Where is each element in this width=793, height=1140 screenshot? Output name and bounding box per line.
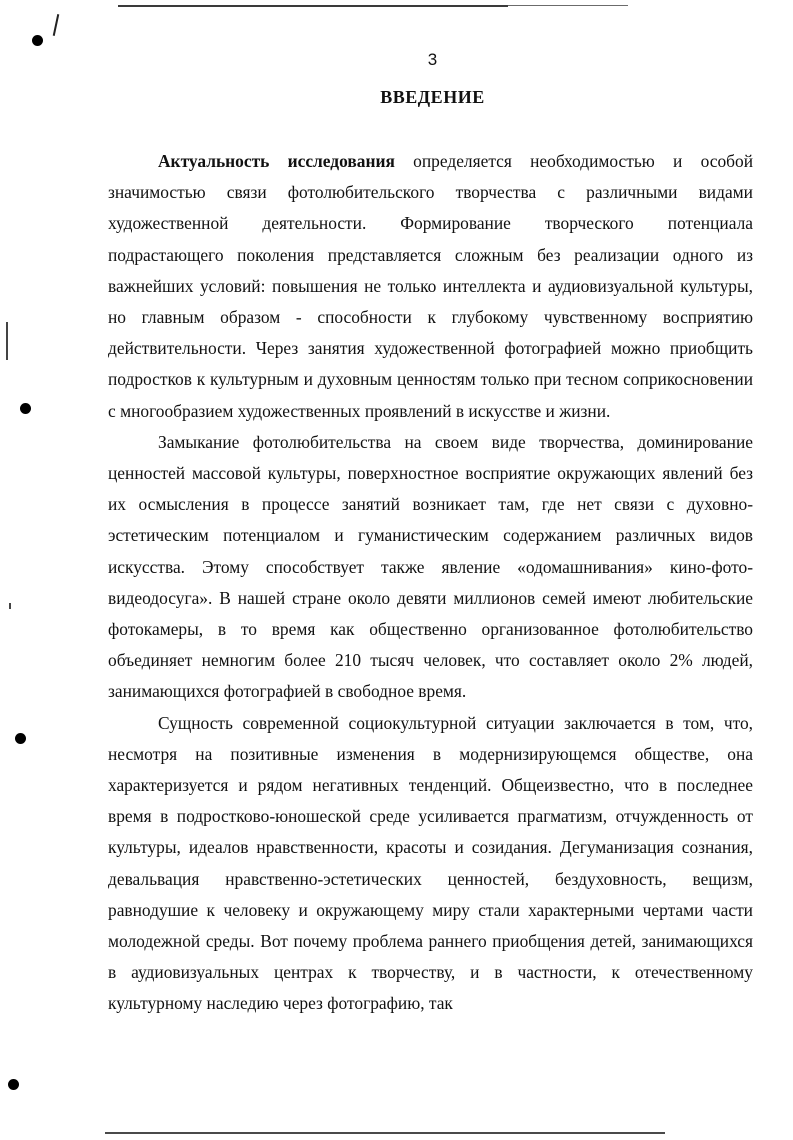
binding-hole-mark — [15, 733, 26, 744]
paragraph-text: Замыкание фотолюбительства на своем виде творчества, доминирование ценностей массовой культуры, поверхностное восприятие окружающих явлений без их осмысления в процессе занятий возникает там, где нет связи с духовно-эстетическим потенциалом и гуманистическим содержанием различных видов искусства. Этому способствует также явление «одомашнивания» кино-фото-видеодосуга». В нашей стране около девяти миллионов семей имеют любительские фотокамеры, в то время как общественно организованное фотолюбительство объединяет немногим более 210 тысяч человек, что составляет около 2% людей, занимающихся фотографией в свободное время. — [108, 431, 753, 702]
scan-bottom-rule — [105, 1132, 665, 1134]
scan-edge-mark — [6, 322, 8, 360]
paragraph-lead: Актуальность исследования — [158, 151, 395, 171]
scan-pen-mark — [53, 14, 60, 36]
paragraph — [108, 427, 753, 708]
paragraph-text: Сущность современной социокультурной ситуации заключается в том, что, несмотря на позитивные изменения в модернизирующемся обществе, она характеризуется и рядом негативных тенденций. Общеизвестно, что в последнее время в подростково-юношеской среде усиливается прагматизм, отчужденность от культуры, идеалов нравственности, красоты и созидания. Дегуманизация сознания, девальвация нравственно-эстетических ценностей, бездуховность, вещизм, равнодушие к человеку и окружающему миру стали характерными чертами части молодежной среды. Вот почему проблема раннего приобщения детей, занимающихся в аудиовизуальных центрах к творчеству, и в частности, к отечественному культурному наследию через фотографию, так — [108, 712, 753, 1014]
scan-edge-mark — [9, 603, 11, 609]
section-heading: ВВЕДЕНИЕ — [380, 87, 485, 107]
paragraph-text: определяется необходимостью и особой значимостью связи фотолюбительского творчества с различными видами художественной деятельности. Формирование творческого потенциала подрастающего поколения представляется сложным без реализации одного из важнейших условий: повышения не только интеллекта и аудиовизуальной культуры, но главным образом - способности к глубокому чувственному восприятию действительности. Через занятия художественной фотографией можно приобщить подростков к культурным и духовным ценностям только при тесном соприкосновении с многообразием художественных проявлений в искусстве и жизни. — [108, 151, 754, 421]
page-number: 3 — [427, 50, 438, 69]
scan-top-rule — [118, 5, 508, 7]
binding-hole-mark — [32, 35, 43, 46]
paragraph — [108, 146, 753, 427]
body-text — [108, 146, 753, 1020]
binding-hole-mark — [20, 403, 31, 414]
binding-hole-mark — [8, 1079, 19, 1090]
paragraph — [108, 708, 753, 1020]
scan-top-rule-thin — [508, 5, 628, 6]
